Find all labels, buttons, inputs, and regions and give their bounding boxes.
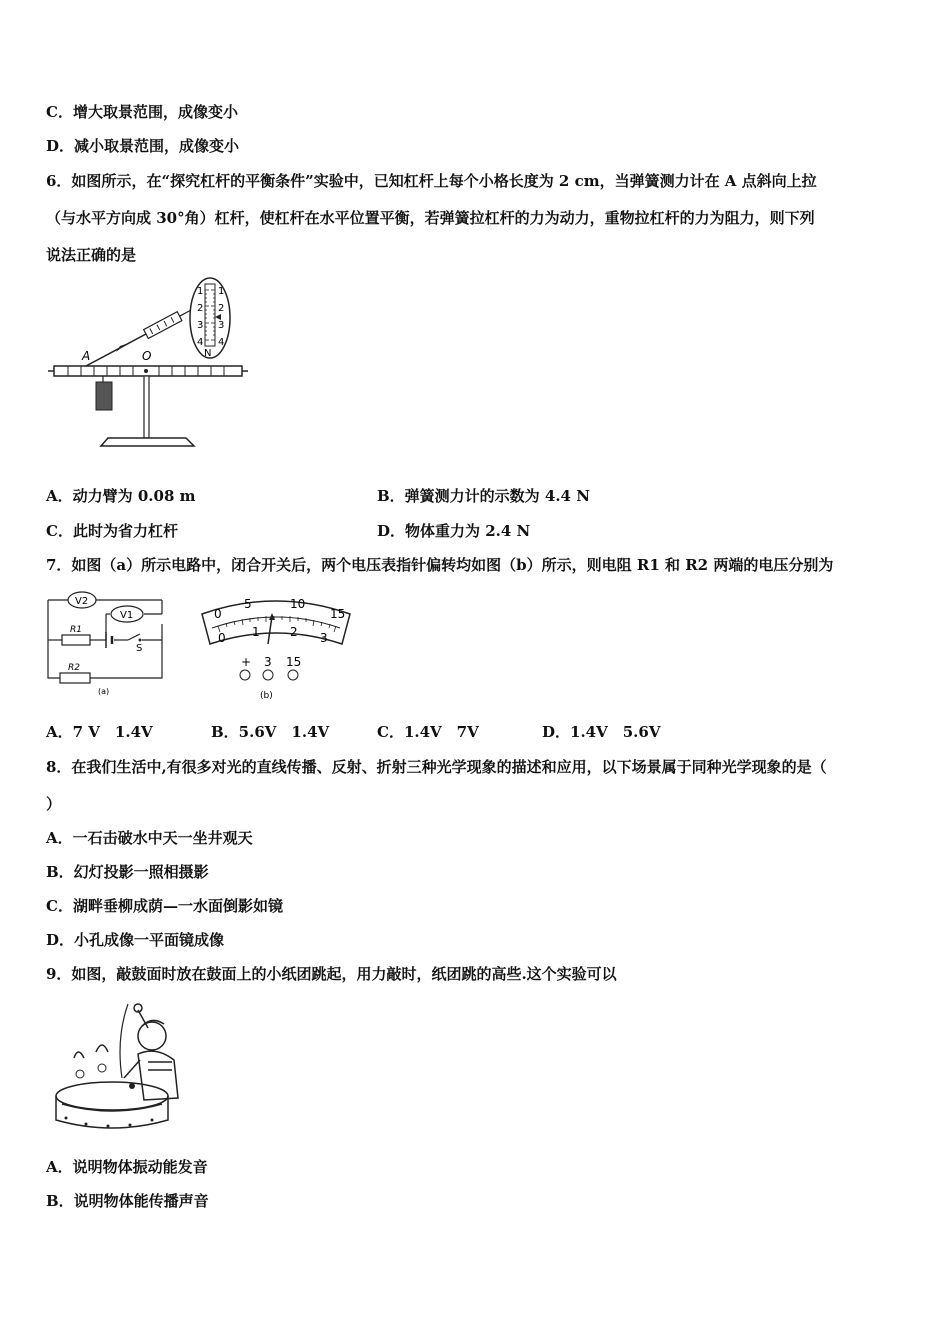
- q6-stem-line3: 说法正确的是: [46, 246, 137, 264]
- drum-top: [56, 1082, 168, 1110]
- bottom-scale-2: 2: [290, 625, 298, 639]
- top-scale-0: 0: [214, 607, 222, 621]
- r1-label: R1: [70, 625, 82, 635]
- q8-option-b: B．幻灯投影一照相摄影: [46, 863, 209, 881]
- scale-right-4: 4: [218, 337, 225, 348]
- switch-label: S: [136, 643, 143, 654]
- paper-ball-1: [76, 1070, 84, 1078]
- top-scale-10: 10: [290, 597, 306, 611]
- person-arm: [124, 1060, 140, 1078]
- scale-left-3: 3: [197, 320, 204, 331]
- q9-option-a: A．说明物体振动能发音: [46, 1158, 208, 1176]
- q7-circuit-figure: [44, 592, 170, 702]
- scale-unit: N: [204, 348, 212, 359]
- paper-ball-2: [98, 1064, 106, 1072]
- q9-drum-figure: [52, 998, 202, 1130]
- q8-stem-line2: ）: [46, 795, 62, 813]
- drum-hit-point: [129, 1083, 135, 1089]
- q7-option-a: A．7 V 1.4V: [46, 723, 153, 741]
- q7-option-c: C．1.4V 7V: [377, 723, 479, 741]
- meter-caption: (b): [260, 691, 273, 701]
- q5-option-c: C．增大取景范围，成像变小: [46, 103, 238, 121]
- terminal-circle-15: [288, 670, 298, 680]
- q6-option-d: D．物体重力为 2.4 N: [377, 522, 531, 540]
- q9-stem: 9．如图，敲鼓面时放在鼓面上的小纸团跳起，用力敲时，纸团跳的高些.这个实验可以: [46, 965, 617, 983]
- q8-stem-line1: 8．在我们生活中,有很多对光的直线传播、反射、折射三种光学现象的描述和应用，以下场景属于同种光学现象的是（: [46, 758, 827, 776]
- q6-option-a: A．动力臂为 0.08 m: [46, 487, 196, 505]
- bottom-scale-0: 0: [218, 631, 226, 645]
- switch-contact: [139, 639, 142, 642]
- q6-lever-figure: [46, 276, 256, 456]
- q8-option-c: C．湖畔垂柳成荫—一水面倒影如镜: [46, 897, 283, 915]
- scale-left-4: 4: [197, 337, 204, 348]
- terminal-circle-plus: [240, 670, 250, 680]
- q7-option-d: D．1.4V 5.6V: [542, 723, 661, 741]
- q6-option-b: B．弹簧测力计的示数为 4.4 N: [377, 487, 590, 505]
- scale-right-2: 2: [218, 303, 225, 314]
- person-body: [138, 1051, 178, 1100]
- bottom-scale-1: 1: [252, 625, 260, 639]
- hanging-weight: [96, 382, 112, 410]
- scale-left-2: 2: [197, 303, 204, 314]
- q6-stem-line1: 6．如图所示，在“探究杠杆的平衡条件”实验中，已知杠杆上每个小格长度为 2 cm，当弹簧测力计在 A 点斜向上拉: [46, 172, 817, 190]
- top-scale-5: 5: [244, 597, 252, 611]
- q7-stem: 7．如图（a）所示电路中，闭合开关后，两个电压表指针偏转均如图（b）所示，则电阻 R1 和 R2 两端的电压分别为: [46, 556, 834, 574]
- terminal-circle-3: [263, 670, 273, 680]
- stand-base: [101, 438, 194, 446]
- v2-label: V2: [75, 596, 89, 607]
- q8-option-d: D．小孔成像一平面镜成像: [46, 931, 225, 949]
- lever-stand: [144, 376, 149, 438]
- q6-option-c: C．此时为省力杠杆: [46, 522, 178, 540]
- q7-voltmeter-figure: [196, 594, 356, 702]
- scale-right-1: 1: [218, 286, 225, 297]
- r2-label: R2: [68, 663, 80, 673]
- q6-stem-line2: （与水平方向成 30°角）杠杆，使杠杆在水平位置平衡，若弹簧拉杠杆的力为动力，重物拉杠杆的力为阻力，则下列: [46, 209, 815, 227]
- q5-option-d: D．减小取景范围，成像变小: [46, 137, 240, 155]
- scale-left-1: 1: [197, 286, 204, 297]
- v1-label: V1: [120, 610, 134, 621]
- terminal-15: 15: [286, 655, 302, 669]
- terminal-3: 3: [264, 655, 272, 669]
- resistor-r2: [60, 673, 90, 683]
- drum-body: [56, 1096, 168, 1128]
- paper-ball-1-arc: [74, 1052, 84, 1058]
- point-a-label: A: [82, 349, 91, 363]
- q7-option-b: B．5.6V 1.4V: [211, 723, 330, 741]
- q8-option-a: A．一石击破水中天一坐井观天: [46, 829, 253, 847]
- resistor-r1: [62, 635, 90, 645]
- circuit-caption: (a): [98, 687, 110, 696]
- top-scale-15: 15: [330, 607, 346, 621]
- point-o-label: O: [142, 349, 152, 363]
- terminal-plus: +: [241, 655, 252, 669]
- bottom-scale-3: 3: [320, 631, 328, 645]
- spring-scale-body: [144, 312, 182, 339]
- q9-option-b: B．说明物体能传播声音: [46, 1192, 209, 1210]
- scale-right-3: 3: [218, 320, 225, 331]
